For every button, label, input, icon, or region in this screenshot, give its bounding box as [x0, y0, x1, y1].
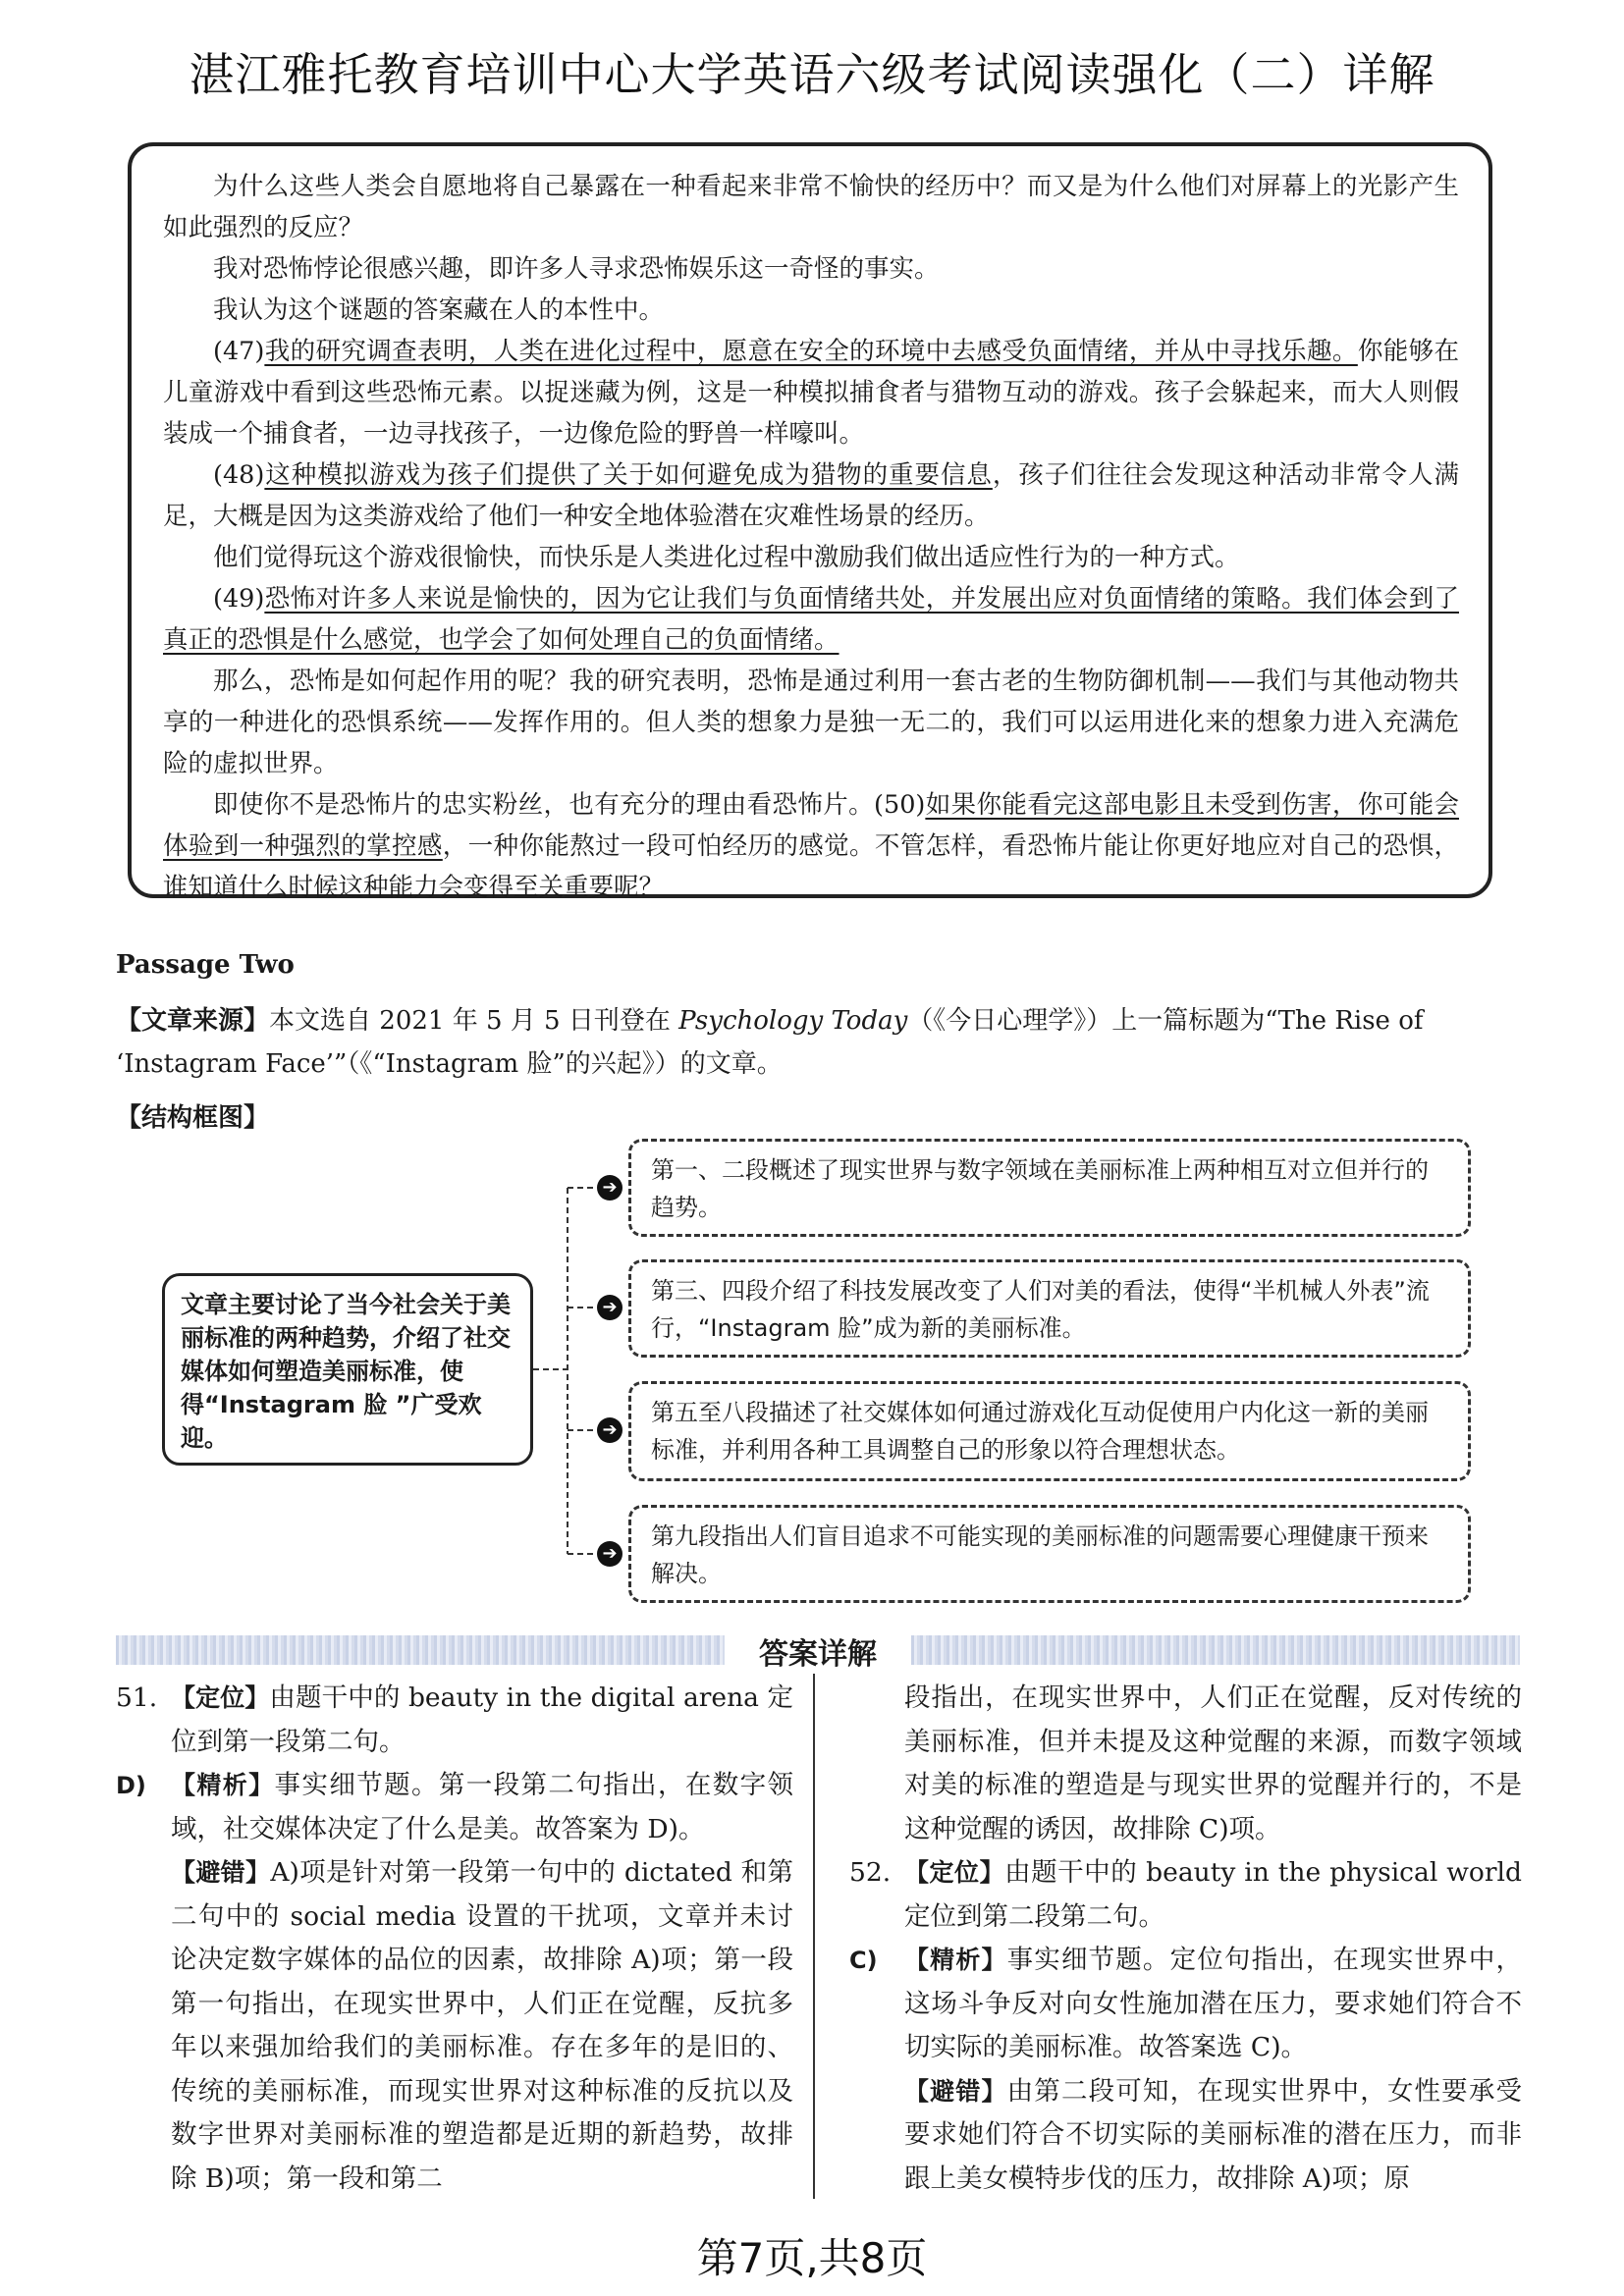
underlined-sentence: 如果你能看完这部电影且未受到伤害，你可能会体验到一种强烈的掌控感 — [163, 790, 1459, 861]
column-divider — [813, 1674, 815, 2199]
branch-box: 第三、四段介绍了科技发展改变了人们对美的看法，使得“半机械人外表”流行，“Instagram 脸”成为新的美丽标准。 — [628, 1259, 1471, 1358]
answer-letter: D) — [116, 1772, 146, 1799]
main-idea-box: 文章主要讨论了当今社会关于美丽标准的两种趋势，介绍了社交媒体如何塑造美丽标准，使得“Instagram 脸 ”广受欢迎。 — [162, 1273, 533, 1466]
question-marker: (48) — [213, 460, 265, 490]
translation-paragraph: 他们觉得玩这个游戏很愉快，而快乐是人类进化过程中激励我们做出适应性行为的一种方式。 — [213, 543, 1240, 572]
answer-entry-52 — [849, 1851, 1522, 2201]
locate-tag: 【定位】 — [171, 1683, 270, 1712]
underlined-sentence: 这种模拟游戏为孩子们提供了关于如何避免成为猎物的重要信息 — [264, 460, 993, 490]
arrow-icon: ➔ — [597, 1541, 623, 1567]
paragraph-text: ，孩子们往往会发现这种活动非常令人满足，大概是因为这类游戏给了他们一种安全地体验潜在灾难性场景的经历。 — [163, 460, 1459, 531]
structure-label: 【结构框图】 — [116, 1103, 270, 1133]
avoid-error-tag: 【避错】 — [171, 1858, 271, 1887]
translation-paragraph — [163, 454, 1459, 537]
question-number: 52. — [849, 1857, 892, 1888]
underlined-sentence: 我的研究调查表明，人类在进化过程中，愿意在安全的环境中去感受负面情绪，并从中寻找乐趣。 — [264, 337, 1358, 366]
translation-paragraph — [163, 784, 1459, 908]
paragraph-text: 你能够在儿童游戏中看到这些恐怖元素。以捉迷藏为例，这是一种模拟捕食者与猎物互动的游戏。孩子会躲起来，而大人则假装成一个捕食者，一边寻找孩子，一边像危险的野兽一样嚎叫。 — [163, 337, 1459, 449]
branch-box: 第九段指出人们盲目追求不可能实现的美丽标准的问题需要心理健康干预来解决。 — [628, 1505, 1471, 1603]
locate-text: 由题干中的 beauty in the digital arena 定位到第一段第二句。 — [171, 1682, 793, 1757]
page-title: 湛江雅托教育培训中心大学英语六级考试阅读强化（二）详解 — [189, 48, 1435, 101]
header-decoration — [911, 1635, 1520, 1665]
answer-column-right — [849, 1677, 1522, 2201]
question-marker: (47) — [213, 337, 265, 366]
translation-paragraph: 我认为这个谜题的答案藏在人的本性中。 — [213, 295, 665, 325]
arrow-icon: ➔ — [597, 1295, 623, 1320]
answer-entry-51 — [116, 1677, 793, 2201]
branch-box: 第五至八段描述了社交媒体如何通过游戏化互动促使用户内化这一新的美丽标准，并利用各种工具调整自己的形象以符合理想状态。 — [628, 1381, 1471, 1481]
answer-column-left — [116, 1677, 793, 2201]
paragraph-text: ，一种你能熬过一段可怕经历的感觉。不管怎样，看恐怖片能让你更好地应对自己的恐惧，谁知道什么时候这种能力会变得至关重要呢？ — [163, 831, 1459, 902]
answer-letter: C) — [849, 1947, 878, 1974]
translation-box — [128, 142, 1492, 902]
avoid-error-text: 由第二段可知，在现实世界中，女性要承受要求她们符合不切实际的美丽标准的潜在压力，而非跟上美女模特步伐的压力，故排除 A)项；原 — [904, 2075, 1522, 2194]
arrow-icon: ➔ — [597, 1175, 623, 1201]
avoid-error-text: 段指出，在现实世界中，人们正在觉醒，反对传统的美丽标准，但并未提及这种觉醒的来源，而数字领域对美的标准的塑造是与现实世界的觉醒并行的，不是这种觉醒的诱因，故排除 C)项。 — [904, 1682, 1522, 1844]
avoid-error-tag: 【避错】 — [904, 2076, 1007, 2106]
answer-section-header — [116, 1629, 1520, 1671]
avoid-error-text: A)项是针对第一段第一句中的 dictated 和第二句中的 social media 设置的干扰项，文章并未讨论决定数字媒体的品位的因素，故排除 A)项；第一段第一句指出，在现实世界中，人们正在觉醒，反抗多年以来强加给我们的美丽标准。存在多年的是旧的、传统的美丽标准，而现实世界对这种标准的反抗以及数字世界对美丽标准的塑造都是近期的新趋势，故排除 B)项；第一段和第二 — [171, 1857, 793, 2194]
analysis-text: 事实细节题。定位句指出，在现实世界中，这场斗争反对向女性施加潜在压力，要求她们符合不切实际的美丽标准。故答案选 C)。 — [904, 1945, 1522, 2062]
analysis-tag: 【精析】 — [171, 1771, 275, 1799]
source-text: 本文选自 2021 年 5 月 5 日刊登在 — [269, 1006, 679, 1036]
locate-text: 由题干中的 beauty in the physical world 定位到第二段第二句。 — [904, 1857, 1522, 1932]
arrow-icon: ➔ — [597, 1417, 623, 1443]
source-text: （《今日心理学》）上一篇标题为“The Rise of ‘Instagram Face’”（《“Instagram 脸”的兴起》）的文章。 — [116, 1006, 1424, 1079]
translation-paragraph — [163, 331, 1459, 454]
analysis-tag: 【精析】 — [904, 1946, 1007, 1974]
translation-paragraph: 那么，恐怖是如何起作用的呢？我的研究表明，恐怖是通过利用一套古老的生物防御机制——我们与其他动物共享的一种进化的恐惧系统——发挥作用的。但人类的想象力是独一无二的，我们可以运用进化来的想象力进入充满危险的虚拟世界。 — [163, 667, 1459, 778]
question-number: 51. — [116, 1682, 158, 1713]
translation-paragraph — [163, 578, 1459, 661]
page-number: 第7页,共8页 — [696, 2234, 928, 2282]
source-label: 【文章来源】 — [116, 1006, 270, 1036]
question-marker: (49) — [213, 584, 265, 614]
translation-paragraph: 为什么这些人类会自愿地将自己暴露在一种看起来非常不愉快的经历中？而又是为什么他们对屏幕上的光影产生如此强烈的反应？ — [163, 172, 1459, 242]
header-decoration — [116, 1635, 725, 1665]
analysis-text: 事实细节题。第一段第二句指出，在数字领域，社交媒体决定了什么是美。故答案为 D)。 — [171, 1770, 793, 1844]
underlined-sentence: 恐怖对许多人来说是愉快的，因为它让我们与负面情绪共处，并发展出应对负面情绪的策略。我们体会到了真正的恐惧是什么感觉，也学会了如何处理自己的负面情绪。 — [163, 584, 1459, 655]
locate-tag: 【定位】 — [904, 1858, 1005, 1887]
journal-name: Psychology Today — [678, 1006, 908, 1036]
paragraph-text: 即使你不是恐怖片的忠实粉丝，也有充分的理由看恐怖片。(50) — [213, 790, 926, 820]
answer-section-title: 答案详解 — [759, 1637, 877, 1672]
answer-entry-51-continued — [849, 1677, 1522, 1851]
passage-title: Passage Two — [116, 950, 295, 980]
translation-paragraph: 我对恐怖悖论很感兴趣，即许多人寻求恐怖娱乐这一奇怪的事实。 — [213, 254, 940, 284]
article-source — [116, 999, 1520, 1086]
branch-box: 第一、二段概述了现实世界与数字领域在美丽标准上两种相互对立但并行的趋势。 — [628, 1139, 1471, 1237]
